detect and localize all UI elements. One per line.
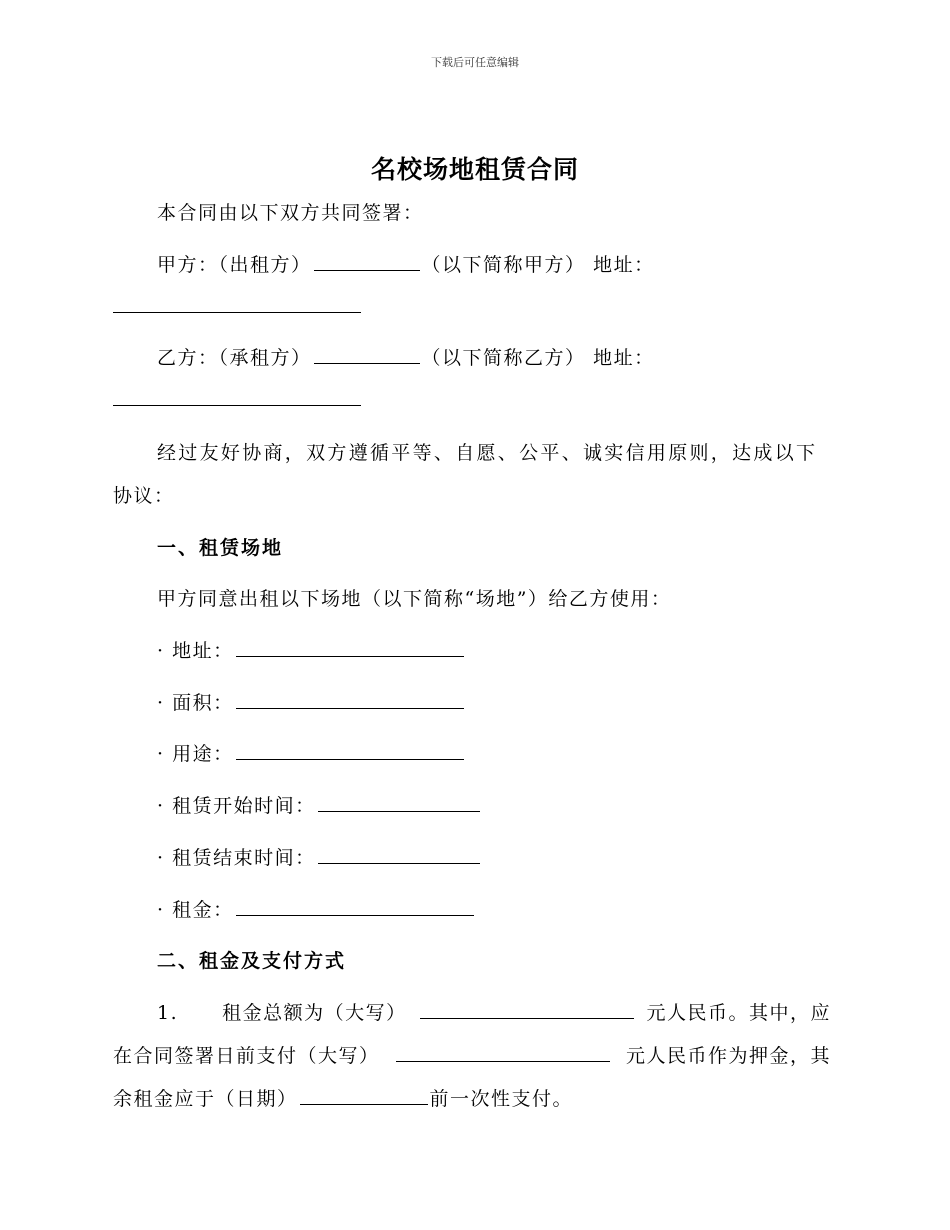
item-rent xyxy=(157,895,476,922)
item-address-blank[interactable] xyxy=(236,638,464,657)
party-b-name-blank[interactable] xyxy=(314,345,420,364)
party-a-address-label: 地址： xyxy=(593,254,655,276)
item-end-time xyxy=(157,843,482,870)
payment-deposit-suffix: 元人民币作为押金，其 xyxy=(625,1045,831,1067)
section-1-heading: 一、租赁场地 xyxy=(157,537,284,559)
item-end-time-blank[interactable] xyxy=(318,845,480,864)
payment-total-blank[interactable] xyxy=(420,1000,634,1019)
item-address xyxy=(157,636,466,663)
payment-line-1 xyxy=(113,998,831,1025)
item-rent-blank[interactable] xyxy=(236,897,474,916)
item-end-time-label: · 租赁结束时间： xyxy=(157,847,316,869)
payment-deposit-blank[interactable] xyxy=(396,1043,610,1062)
document-title: 名校场地租赁合同 xyxy=(370,155,579,184)
item-purpose xyxy=(157,739,466,766)
party-a-name-blank[interactable] xyxy=(314,252,420,271)
payment-line-1-body xyxy=(222,998,831,1025)
item-purpose-blank[interactable] xyxy=(236,741,464,760)
party-a-line xyxy=(157,250,655,277)
agreement-line-1: 经过友好协商，双方遵循平等、自愿、公平、诚实信用原则，达成以下 xyxy=(157,442,818,464)
payment-total-label: 租金总额为（大写） xyxy=(222,1002,407,1024)
party-b-line xyxy=(157,343,655,370)
payment-line-3 xyxy=(113,1084,573,1111)
payment-total-suffix: 元人民币。其中，应 xyxy=(646,1002,831,1024)
payment-line-2 xyxy=(113,1041,831,1068)
item-purpose-label: · 用途： xyxy=(157,743,234,765)
party-b-role: （承租方） xyxy=(218,347,312,369)
item-area-label: · 面积： xyxy=(157,692,234,714)
payment-item-number: 1. xyxy=(157,1002,179,1024)
payment-date-suffix: 前一次性支付。 xyxy=(429,1088,574,1110)
section-1-intro: 甲方同意出租以下场地（以下简称“场地”）给乙方使用： xyxy=(157,588,672,610)
party-a-alias: （以下简称甲方） xyxy=(421,254,586,276)
party-b-alias: （以下简称乙方） xyxy=(421,347,586,369)
payment-date-blank[interactable] xyxy=(300,1086,428,1105)
payment-date-label: 余租金应于（日期） xyxy=(113,1088,298,1110)
intro-text: 本合同由以下双方共同签署： xyxy=(157,202,424,224)
party-a-address-blank[interactable] xyxy=(113,312,361,313)
party-b-address-blank[interactable] xyxy=(113,405,361,406)
item-start-time-blank[interactable] xyxy=(318,793,480,812)
item-start-time-label: · 租赁开始时间： xyxy=(157,795,316,817)
item-address-label: · 地址： xyxy=(157,640,234,662)
item-area xyxy=(157,688,466,715)
item-rent-label: · 租金： xyxy=(157,899,234,921)
item-start-time xyxy=(157,791,482,818)
section-2-heading: 二、租金及支付方式 xyxy=(157,950,347,972)
payment-deposit-label: 在合同签署日前支付（大写） xyxy=(113,1045,380,1067)
header-note: 下载后可任意编辑 xyxy=(431,56,519,69)
party-a-label: 甲方： xyxy=(157,254,219,276)
party-a-role: （出租方） xyxy=(218,254,312,276)
party-b-label: 乙方： xyxy=(157,347,219,369)
item-area-blank[interactable] xyxy=(236,690,464,709)
agreement-line-2: 协议： xyxy=(113,485,175,507)
party-b-address-label: 地址： xyxy=(593,347,655,369)
